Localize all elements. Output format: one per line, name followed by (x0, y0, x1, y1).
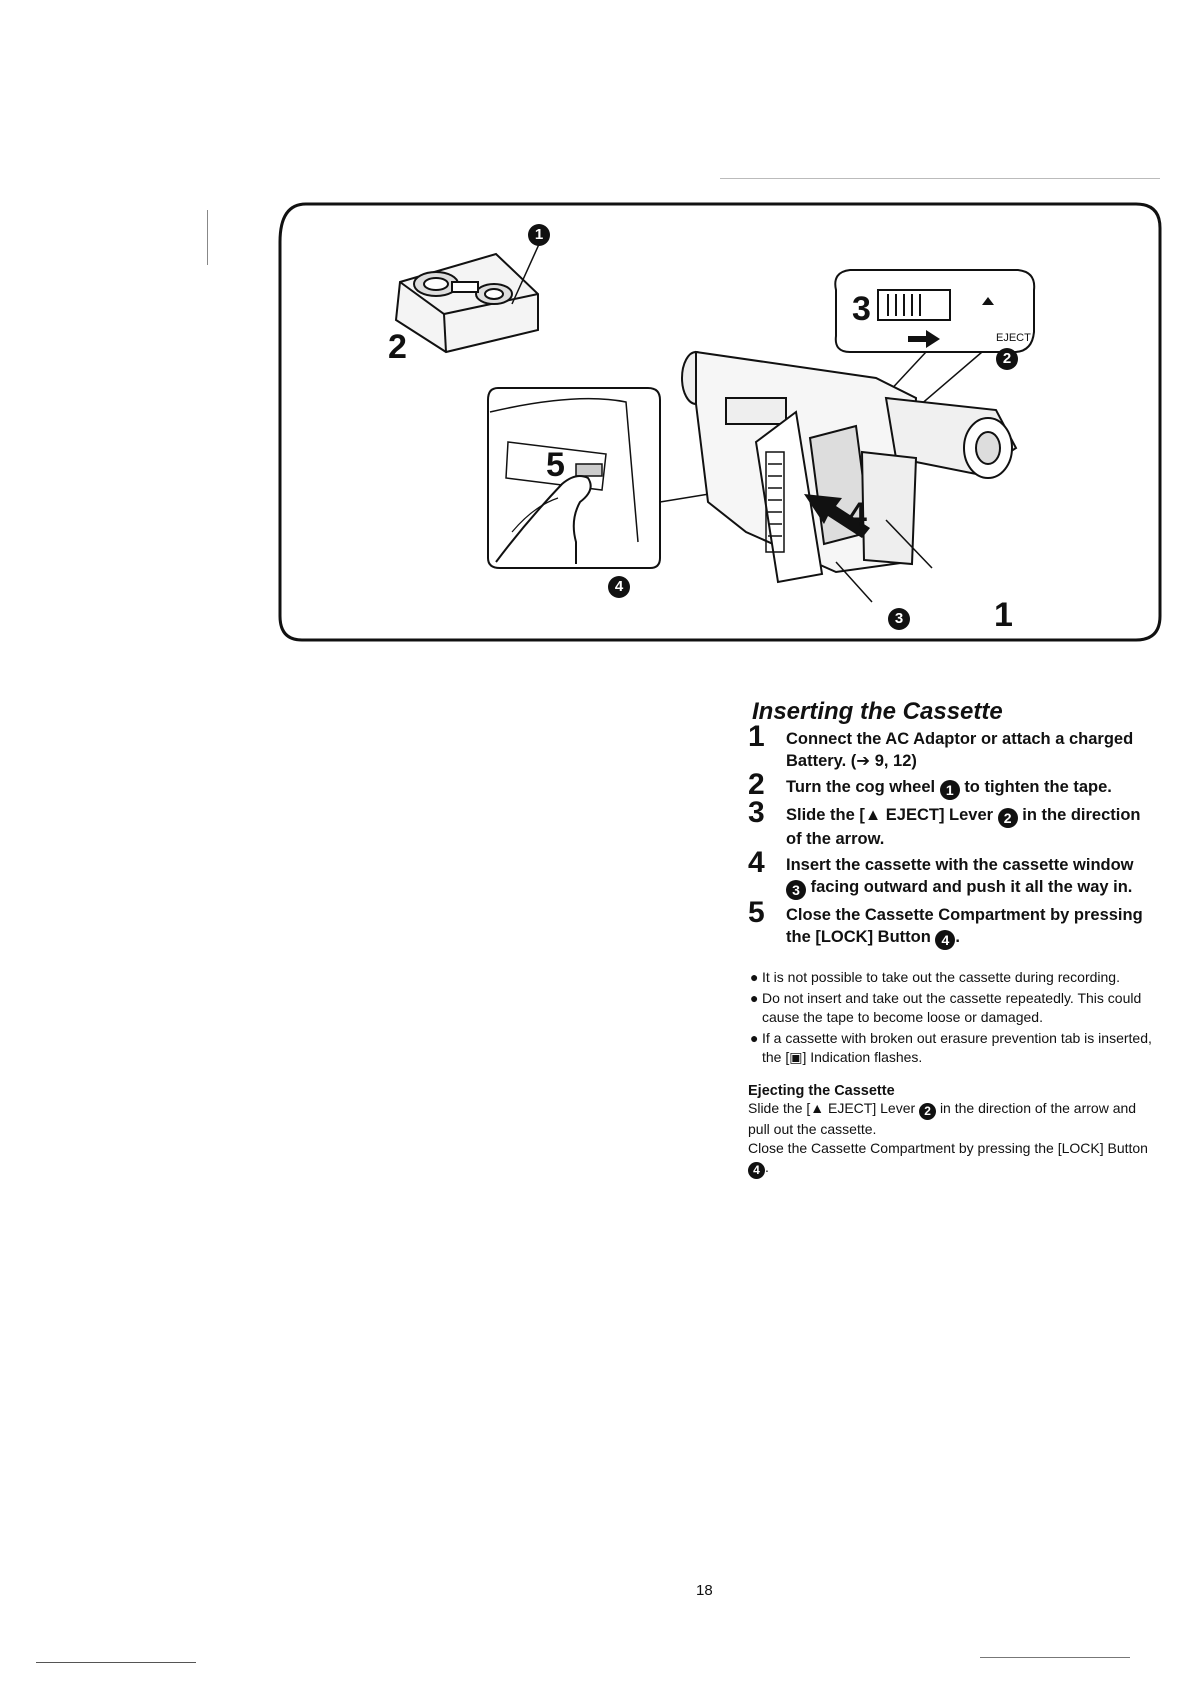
callout-step-1: 1 (994, 596, 1013, 634)
marker-2: 2 (996, 348, 1018, 370)
step-text-cont: facing outward and push it all the way in. (810, 878, 1133, 896)
step-text-cont: in the direction of the arrow. (786, 806, 1141, 848)
note-item (748, 989, 1158, 1027)
marker-1: 1 (528, 224, 550, 246)
scan-artifact-top (720, 178, 1160, 179)
step-marker: 3 (786, 880, 806, 900)
callout-step-2: 2 (388, 328, 407, 366)
step-4 (748, 846, 1158, 900)
camcorder-drawing (682, 352, 1016, 582)
callout-step-3: 3 (852, 290, 871, 328)
ejecting-text-cont: . (765, 1159, 769, 1175)
ejecting-line-2 (748, 1139, 1158, 1179)
callout-step-5: 5 (546, 446, 565, 484)
step-number: 5 (748, 896, 765, 929)
bullet-icon: ● (750, 1030, 759, 1046)
lock-button-inset (488, 388, 660, 568)
marker-3: 3 (888, 608, 910, 630)
step-text-cont: to tighten the tape. (964, 778, 1112, 796)
step-number: 2 (748, 768, 765, 801)
illustration-drawing (276, 202, 1162, 642)
step-number: 4 (748, 846, 765, 879)
step-text: Insert the cassette with the cassette window (786, 856, 1134, 874)
step-text: Turn the cog wheel (786, 778, 936, 796)
notes-list (748, 968, 1158, 1067)
scan-artifact-bottom-left (36, 1662, 196, 1663)
step-1 (748, 720, 1158, 772)
step-marker: 1 (940, 780, 960, 800)
cassette-insertion-illustration (276, 202, 1162, 642)
scan-artifact-left (207, 210, 208, 265)
eject-label: EJECT (996, 332, 1031, 344)
note-text: Do not insert and take out the cassette repeatedly. This could cause the tape to become loose or damaged. (762, 990, 1142, 1025)
note-item (748, 1029, 1158, 1067)
step-marker: 4 (935, 930, 955, 950)
step-2 (748, 768, 1158, 801)
ejecting-line-1 (748, 1099, 1158, 1139)
step-5 (748, 896, 1158, 950)
note-text: If a cassette with broken out erasure prevention tab is inserted, the [▣] Indication flashes. (762, 1030, 1152, 1065)
ejecting-text: Slide the [▲ EJECT] Lever (748, 1100, 916, 1116)
bullet-icon: ● (750, 969, 759, 985)
marker-4: 4 (608, 576, 630, 598)
step-text: Slide the [▲ EJECT] Lever (786, 806, 994, 824)
step-text: Connect the AC Adaptor or attach a charged Battery. (➔ 9, 12) (786, 730, 1134, 770)
ejecting-title: Ejecting the Cassette (748, 1083, 895, 1099)
ejecting-marker: 4 (748, 1162, 765, 1179)
page-number: 18 (696, 1582, 713, 1599)
instructions-column (748, 698, 1158, 1179)
bullet-icon: ● (750, 990, 759, 1006)
step-text-cont: . (955, 928, 960, 946)
section-title: Inserting the Cassette (752, 698, 1003, 725)
step-text: Close the Cassette Compartment by pressing the [LOCK] Button (786, 906, 1143, 946)
callout-step-4: 4 (848, 496, 867, 534)
step-number: 1 (748, 720, 765, 753)
step-3 (748, 796, 1158, 850)
step-number: 3 (748, 796, 765, 829)
ejecting-marker: 2 (919, 1103, 936, 1120)
scan-artifact-bottom-right (980, 1657, 1130, 1658)
step-marker: 2 (998, 808, 1018, 828)
ejecting-text-cont: in the direction of the arrow and pull out the cassette. (748, 1100, 1137, 1137)
cassette-drawing (396, 254, 538, 352)
ejecting-text: Close the Cassette Compartment by pressing the [LOCK] Button (748, 1140, 1148, 1156)
note-item (748, 968, 1158, 987)
note-text: It is not possible to take out the cassette during recording. (762, 969, 1120, 985)
